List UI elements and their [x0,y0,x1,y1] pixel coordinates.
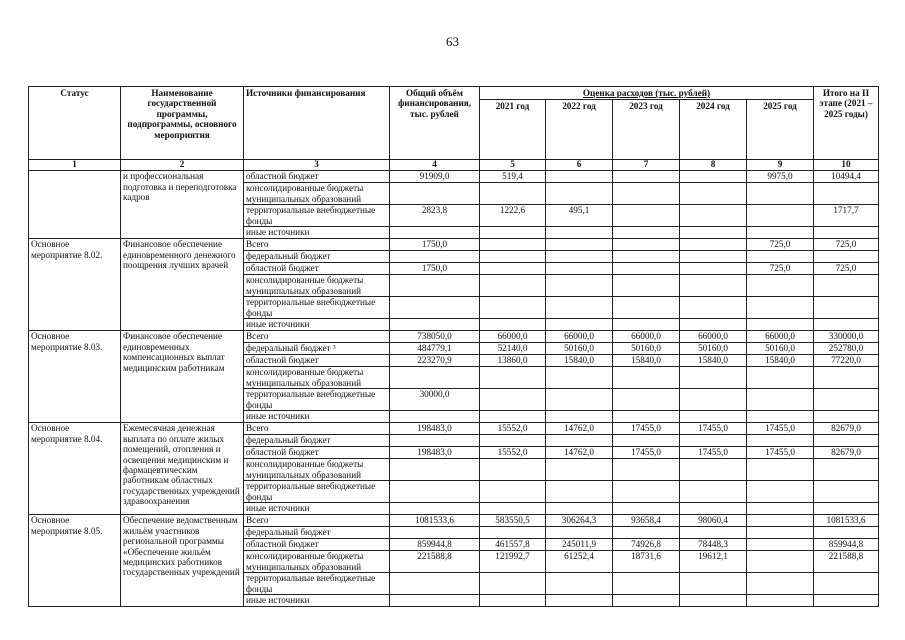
col-number: 4 [390,160,480,171]
row-funding-source: территориальные внебюджетные фонды [244,205,390,227]
row-value-cell [480,527,546,539]
row-value-cell [390,297,480,319]
row-value-cell [613,411,680,423]
row-value-cell [613,435,680,447]
row-value-cell: 9975,0 [747,171,814,183]
row-value-cell: 738050,0 [390,331,480,343]
row-value-cell [613,183,680,205]
row-value-cell: 1081533,6 [814,515,879,527]
row-value-cell [390,595,480,607]
row-value-cell: 306264,3 [546,515,613,527]
row-value-cell [546,171,613,183]
row-value-cell: 725,0 [814,239,879,251]
row-value-cell: 15840,0 [747,355,814,367]
row-value-cell: 66000,0 [680,331,747,343]
row-funding-source: федеральный бюджет [244,435,390,447]
row-value-cell: 461557,8 [480,539,546,551]
row-funding-source: Всего [244,423,390,435]
row-value-cell [747,275,814,297]
row-value-cell: 82679,0 [814,423,879,435]
row-value-cell [480,251,546,263]
row-funding-source: иные источники [244,503,390,515]
row-value-cell: 13860,0 [480,355,546,367]
col-number: 1 [29,160,121,171]
row-value-cell [747,297,814,319]
row-value-cell [613,481,680,503]
table-header [29,87,879,171]
row-value-cell [680,459,747,481]
row-value-cell [747,459,814,481]
row-status: Основное мероприятие 8.02. [29,239,121,331]
row-value-cell [480,319,546,331]
row-value-cell: 15552,0 [480,447,546,459]
row-value-cell [747,503,814,515]
col-number: 8 [680,160,747,171]
header-estimate: Оценка расходов (тыс. рублей) [480,87,814,100]
row-value-cell [390,503,480,515]
row-value-cell [613,367,680,389]
budget-table [28,86,879,607]
row-value-cell: 66000,0 [546,331,613,343]
row-funding-source: консолидированные бюджеты муниципальных образований [244,551,390,573]
row-value-cell: 50160,0 [680,343,747,355]
row-value-cell: 61252,4 [546,551,613,573]
row-value-cell [390,183,480,205]
row-value-cell: 1750,0 [390,263,480,275]
row-value-cell: 98060,4 [680,515,747,527]
row-value-cell [814,297,879,319]
row-value-cell: 221588,8 [814,551,879,573]
row-funding-source: иные источники [244,227,390,239]
row-event-name: Обеспечение ведомственным жильём участников региональной программы «Обеспечение жильём медицинских работников государственных учреждений [121,515,244,607]
row-value-cell [613,171,680,183]
row-funding-source: иные источники [244,319,390,331]
row-funding-source: консолидированные бюджеты муниципальных образований [244,275,390,297]
row-value-cell [546,573,613,595]
row-value-cell [747,367,814,389]
row-value-cell [613,527,680,539]
row-value-cell [747,435,814,447]
row-value-cell [480,435,546,447]
row-value-cell [546,227,613,239]
row-value-cell [814,503,879,515]
row-value-cell: 223270,9 [390,355,480,367]
row-funding-source: Всего [244,331,390,343]
row-value-cell [546,595,613,607]
row-value-cell: 495,1 [546,205,613,227]
row-status [29,171,121,239]
row-value-cell: 77220,0 [814,355,879,367]
row-value-cell [814,459,879,481]
row-status: Основное мероприятие 8.04. [29,423,121,515]
row-value-cell [546,435,613,447]
row-value-cell [814,251,879,263]
row-funding-source: Всего [244,515,390,527]
table-row [29,239,879,251]
row-value-cell [390,367,480,389]
row-value-cell [814,183,879,205]
row-funding-source: территориальные внебюджетные фонды [244,297,390,319]
row-value-cell: 91909,0 [390,171,480,183]
row-funding-source: территориальные внебюджетные фонды [244,389,390,411]
row-value-cell: 52140,0 [480,343,546,355]
row-funding-source: федеральный бюджет [244,527,390,539]
row-value-cell [546,183,613,205]
row-value-cell [747,595,814,607]
row-value-cell [747,527,814,539]
row-value-cell: 583550,5 [480,515,546,527]
row-value-cell [613,275,680,297]
row-value-cell [390,481,480,503]
row-funding-source: территориальные внебюджетные фонды [244,481,390,503]
row-value-cell [680,227,747,239]
table-row [29,515,879,527]
row-value-cell [747,551,814,573]
row-value-cell [680,367,747,389]
row-funding-source: консолидированные бюджеты муниципальных образований [244,367,390,389]
row-value-cell: 17455,0 [613,447,680,459]
col-number: 2 [121,160,244,171]
row-value-cell [814,573,879,595]
row-value-cell: 15840,0 [613,355,680,367]
row-value-cell: 198483,0 [390,423,480,435]
row-value-cell [680,275,747,297]
row-value-cell [546,319,613,331]
row-value-cell [680,435,747,447]
header-name: Наименование государственной программы, подпрограммы, основного мероприятия [121,87,244,160]
row-value-cell [390,251,480,263]
col-number: 10 [814,160,879,171]
row-value-cell [613,251,680,263]
row-value-cell: 725,0 [747,239,814,251]
row-value-cell: 50160,0 [613,343,680,355]
row-value-cell: 82679,0 [814,447,879,459]
row-value-cell [613,227,680,239]
header-year-2021: 2021 год [480,100,546,160]
row-value-cell [814,435,879,447]
row-value-cell [546,481,613,503]
row-value-cell [480,275,546,297]
row-value-cell [390,573,480,595]
header-year-2025: 2025 год [747,100,814,160]
row-value-cell: 17455,0 [680,447,747,459]
row-funding-source: консолидированные бюджеты муниципальных образований [244,459,390,481]
row-value-cell [480,459,546,481]
row-value-cell [747,183,814,205]
row-value-cell [390,527,480,539]
row-value-cell [480,481,546,503]
row-value-cell: 50160,0 [747,343,814,355]
row-value-cell: 1081533,6 [390,515,480,527]
row-value-cell [747,319,814,331]
row-value-cell [814,275,879,297]
header-year-2024: 2024 год [680,100,747,160]
row-value-cell: 484779,1 [390,343,480,355]
row-value-cell [480,263,546,275]
row-value-cell: 17455,0 [680,423,747,435]
row-value-cell: 66000,0 [613,331,680,343]
row-value-cell [480,227,546,239]
row-value-cell: 18731,6 [613,551,680,573]
row-value-cell [613,205,680,227]
row-value-cell [747,227,814,239]
row-value-cell [480,595,546,607]
row-value-cell: 1717,7 [814,205,879,227]
row-value-cell [814,319,879,331]
column-number-row [29,160,879,171]
row-value-cell [680,205,747,227]
row-value-cell [680,251,747,263]
row-value-cell [390,435,480,447]
row-value-cell [680,171,747,183]
header-status: Статус [29,87,121,160]
row-value-cell: 74926,8 [613,539,680,551]
row-funding-source: областной бюджет [244,447,390,459]
col-number: 5 [480,160,546,171]
row-value-cell [480,389,546,411]
row-value-cell [613,239,680,251]
row-value-cell [680,527,747,539]
row-value-cell: 198483,0 [390,447,480,459]
row-value-cell: 1222,6 [480,205,546,227]
row-value-cell [680,573,747,595]
row-value-cell [680,595,747,607]
row-value-cell: 14762,0 [546,447,613,459]
table-row [29,423,879,435]
row-value-cell [390,275,480,297]
row-value-cell [680,503,747,515]
row-status: Основное мероприятие 8.05. [29,515,121,607]
row-funding-source: консолидированные бюджеты муниципальных образований [244,183,390,205]
row-value-cell [814,367,879,389]
row-value-cell: 14762,0 [546,423,613,435]
row-value-cell: 221588,8 [390,551,480,573]
row-event-name: Финансовое обеспечение единовременных компенсационных выплат медицинским работникам [121,331,244,423]
row-value-cell [747,205,814,227]
row-value-cell: 50160,0 [546,343,613,355]
row-value-cell: 252780,0 [814,343,879,355]
row-value-cell [680,183,747,205]
row-value-cell: 725,0 [814,263,879,275]
row-value-cell [613,503,680,515]
row-value-cell [814,411,879,423]
row-value-cell: 30000,0 [390,389,480,411]
row-value-cell: 15840,0 [680,355,747,367]
row-value-cell: 93658,4 [613,515,680,527]
row-value-cell [814,527,879,539]
row-value-cell: 15840,0 [546,355,613,367]
row-value-cell [546,275,613,297]
row-value-cell: 66000,0 [480,331,546,343]
row-value-cell: 859944,8 [390,539,480,551]
row-value-cell [613,389,680,411]
table-row [29,171,879,183]
row-value-cell [680,239,747,251]
row-value-cell [747,515,814,527]
row-funding-source: областной бюджет [244,355,390,367]
header-sources: Источники финансирования [244,87,390,160]
row-value-cell [480,239,546,251]
row-value-cell: 17455,0 [613,423,680,435]
row-value-cell: 66000,0 [747,331,814,343]
row-value-cell [546,459,613,481]
row-value-cell [814,595,879,607]
row-funding-source: Всего [244,239,390,251]
row-funding-source: федеральный бюджет ³ [244,343,390,355]
row-value-cell: 121992,7 [480,551,546,573]
row-value-cell [747,573,814,595]
row-status: Основное мероприятие 8.03. [29,331,121,423]
row-value-cell: 859944,8 [814,539,879,551]
row-funding-source: областной бюджет [244,539,390,551]
row-value-cell [390,319,480,331]
header-year-2022: 2022 год [546,100,613,160]
row-value-cell [747,481,814,503]
table-row [29,331,879,343]
row-value-cell [546,503,613,515]
row-value-cell: 330000,0 [814,331,879,343]
row-value-cell: 519,4 [480,171,546,183]
row-event-name: Ежемесячная денежная выплата по оплате жилых помещений, отопления и освещения медицинским и фармацевтическим работникам областных государственных учреждений здравоохранения [121,423,244,515]
header-year-2023: 2023 год [613,100,680,160]
col-number: 6 [546,160,613,171]
row-value-cell: 78448,3 [680,539,747,551]
row-event-name: Финансовое обеспечение единовременного денежного поощрения лучших врачей [121,239,244,331]
row-value-cell: 2823,8 [390,205,480,227]
row-value-cell [390,459,480,481]
row-value-cell [814,227,879,239]
row-value-cell [613,297,680,319]
row-value-cell: 245011,9 [546,539,613,551]
row-value-cell [546,251,613,263]
row-value-cell [390,227,480,239]
page-number: 63 [446,34,459,49]
row-value-cell [390,411,480,423]
row-value-cell [546,389,613,411]
row-value-cell [613,573,680,595]
header-stage-total: Итого на II этапе (2021 – 2025 годы) [814,87,879,160]
row-funding-source: иные источники [244,411,390,423]
row-value-cell: 10494,4 [814,171,879,183]
row-funding-source: территориальные внебюджетные фонды [244,573,390,595]
row-value-cell [613,595,680,607]
row-value-cell [546,263,613,275]
row-value-cell: 19612,1 [680,551,747,573]
row-value-cell [480,503,546,515]
row-value-cell [814,481,879,503]
row-value-cell [747,389,814,411]
row-value-cell [480,297,546,319]
row-value-cell [680,481,747,503]
row-value-cell [613,319,680,331]
row-value-cell [546,367,613,389]
row-event-name: и профессиональная подготовка и переподготовка кадров [121,171,244,239]
row-value-cell [747,411,814,423]
row-value-cell [747,539,814,551]
header-total: Общий объём финансирования, тыс. рублей [390,87,480,160]
row-value-cell: 15552,0 [480,423,546,435]
row-value-cell [546,297,613,319]
row-value-cell: 1750,0 [390,239,480,251]
row-value-cell [546,411,613,423]
col-number: 9 [747,160,814,171]
row-value-cell [480,573,546,595]
row-value-cell [480,367,546,389]
table-body [29,171,879,607]
row-value-cell [613,459,680,481]
row-value-cell [680,389,747,411]
row-value-cell: 17455,0 [747,423,814,435]
row-value-cell [480,183,546,205]
row-value-cell [680,263,747,275]
row-value-cell [680,319,747,331]
budget-table-container [28,86,878,607]
row-value-cell [680,297,747,319]
row-value-cell [546,527,613,539]
row-value-cell [480,411,546,423]
row-value-cell [747,251,814,263]
row-value-cell [613,263,680,275]
row-value-cell: 725,0 [747,263,814,275]
col-number: 7 [613,160,680,171]
row-funding-source: федеральный бюджет [244,251,390,263]
row-value-cell [814,389,879,411]
row-value-cell [546,239,613,251]
row-funding-source: иные источники [244,595,390,607]
row-value-cell [680,411,747,423]
row-funding-source: областной бюджет [244,171,390,183]
col-number: 3 [244,160,390,171]
row-funding-source: областной бюджет [244,263,390,275]
row-value-cell: 17455,0 [747,447,814,459]
